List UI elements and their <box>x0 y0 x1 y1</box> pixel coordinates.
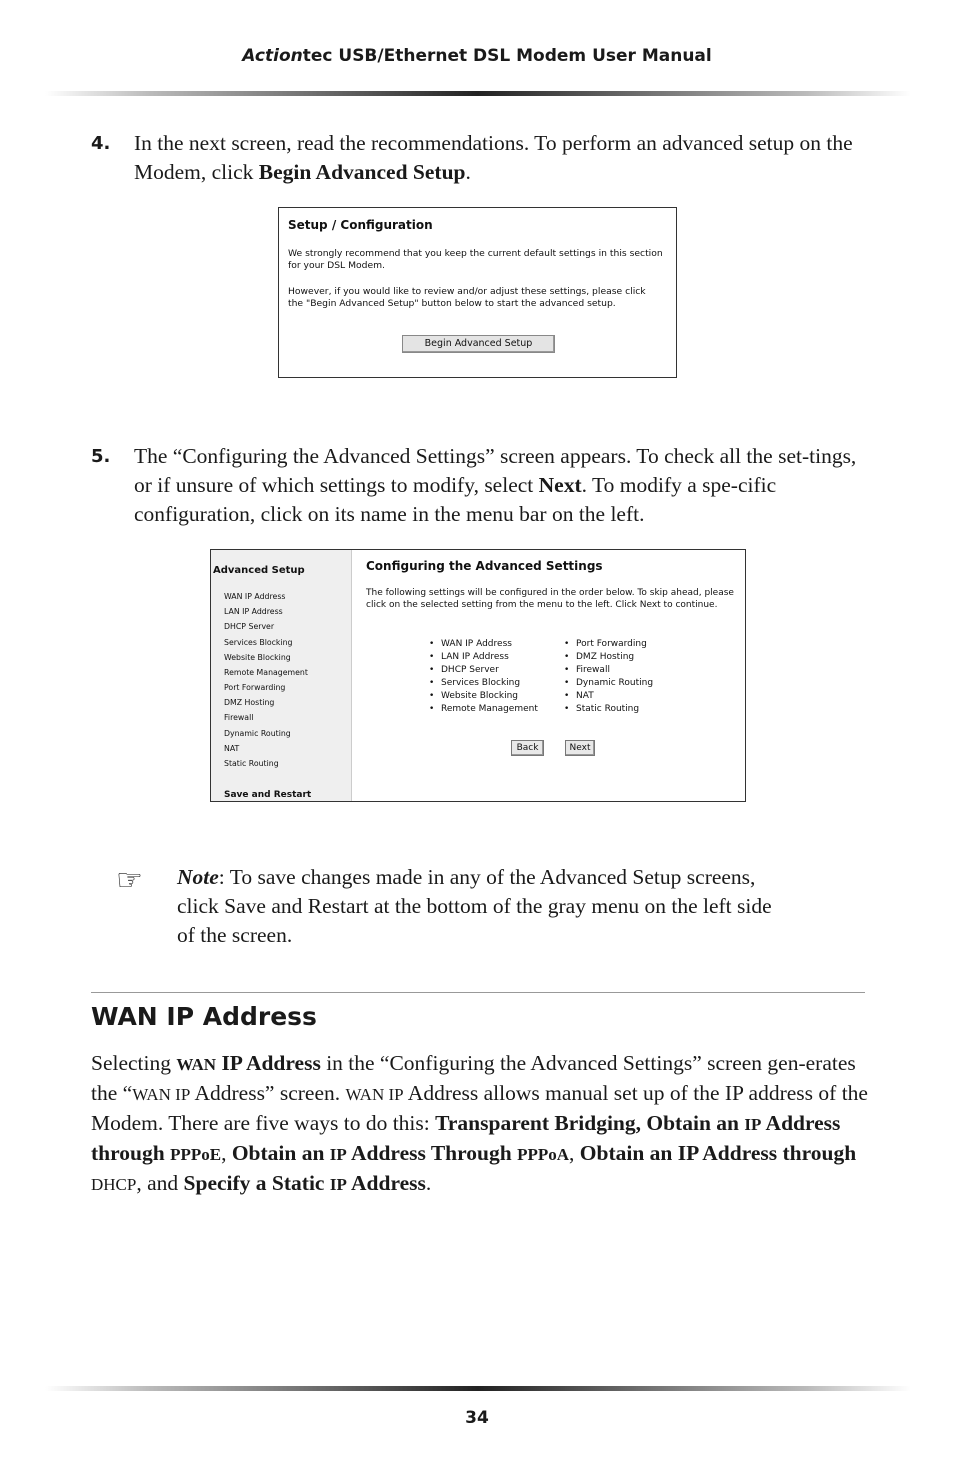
page-number: 34 <box>465 1408 489 1428</box>
sidebar-item-static-routing[interactable]: Static Routing <box>224 759 279 768</box>
screenshot-title: Configuring the Advanced Settings <box>366 559 603 573</box>
section-heading: WAN IP Address <box>91 1002 317 1031</box>
note-label: Note <box>177 865 219 889</box>
note-text <box>177 863 777 950</box>
sidebar-item-website-blocking[interactable]: Website Blocking <box>224 653 291 662</box>
sidebar-item-dhcp-server[interactable]: DHCP Server <box>224 622 275 631</box>
text-run: Transparent Bridging, Obtain an <box>435 1111 745 1135</box>
text-run: DHCP <box>91 1175 137 1194</box>
text-run: Selecting <box>91 1051 177 1075</box>
step-text-b: . <box>465 160 471 184</box>
text-run: Address allows manual set up of the IP address of the Modem. There are five ways to do this: <box>91 1081 868 1135</box>
screenshot-paragraph: The following settings will be configured in the order below. To skip ahead, please click on the selected setting from the menu to the left. Click Next to continue. <box>366 588 734 610</box>
text-run: IP <box>329 1175 347 1194</box>
sidebar-item-lan-ip-address[interactable]: LAN IP Address <box>224 607 283 616</box>
brand-italic: Action <box>242 46 303 66</box>
list-item: • Static Routing <box>576 703 653 716</box>
step-bold: Begin Advanced Setup <box>258 160 466 184</box>
step-text-a: In the next screen, read the recommendations. To perform an advanced setup on the Modem, click <box>134 131 853 184</box>
text-run: , <box>569 1141 580 1165</box>
list-item: • Website Blocking <box>441 690 538 703</box>
text-run: Specify a Static <box>183 1171 330 1195</box>
list-item: • Remote Management <box>441 703 538 716</box>
text-run: Obtain an IP Address through <box>579 1141 857 1165</box>
step-5 <box>91 442 861 529</box>
step-text <box>134 442 861 529</box>
step-text-b: . To modify a spe-cific configuration, click on its name in the menu bar on the left. <box>134 473 777 526</box>
text-run: Address <box>346 1171 426 1195</box>
step-number: 5. <box>91 446 111 467</box>
note-body: : To save changes made in any of the Advanced Setup screens, click Save and Restart at the bottom of the gray menu on the left side of the screen. <box>177 865 772 947</box>
list-item: • DHCP Server <box>441 664 538 677</box>
next-button[interactable]: Next <box>565 740 595 756</box>
back-button[interactable]: Back <box>511 740 544 756</box>
sidebar-item-nat[interactable]: NAT <box>224 744 240 753</box>
text-run: WAN IP <box>132 1085 191 1104</box>
list-item: • Firewall <box>576 664 653 677</box>
begin-advanced-setup-button[interactable]: Begin Advanced Setup <box>402 335 555 353</box>
list-item: • Dynamic Routing <box>576 677 653 690</box>
running-header <box>0 46 954 66</box>
footer-rule <box>45 1386 911 1391</box>
step-text-a: The “Configuring the Advanced Settings” screen appears. To check all the set-tings, or if unsure of which settings to modify, select <box>134 444 857 497</box>
section-divider <box>91 992 865 993</box>
text-run: IP <box>329 1145 347 1164</box>
save-and-restart-link[interactable]: Save and Restart <box>224 790 312 800</box>
pointing-hand-icon: ☞ <box>116 863 143 898</box>
list-item: • Services Blocking <box>441 677 538 690</box>
step-bold: Next <box>538 473 582 497</box>
sidebar-item-wan-ip-address[interactable]: WAN IP Address <box>224 592 286 601</box>
screenshot-paragraph-2: However, if you would like to review and/or adjust these settings, please click the "Begin Advanced Setup" button below to start the advanced setup. <box>288 286 646 310</box>
settings-list-right <box>576 638 653 716</box>
list-item: • Port Forwarding <box>576 638 653 651</box>
advanced-settings-screenshot <box>210 549 746 802</box>
advanced-setup-sidebar <box>211 550 352 801</box>
list-item: • LAN IP Address <box>441 651 538 664</box>
screenshot-paragraph-1: We strongly recommend that you keep the current default settings in this section for your DSL Modem. <box>288 248 663 272</box>
step-4 <box>91 129 861 187</box>
screenshot-title: Setup / Configuration <box>288 218 433 232</box>
sidebar-item-port-forwarding[interactable]: Port Forwarding <box>224 683 286 692</box>
sidebar-item-firewall[interactable]: Firewall <box>224 713 254 722</box>
header-rule <box>45 91 911 96</box>
step-number: 4. <box>91 133 111 154</box>
list-item: • NAT <box>576 690 653 703</box>
list-item: • DMZ Hosting <box>576 651 653 664</box>
text-run: Address through <box>91 1111 841 1165</box>
text-run: WAN IP <box>345 1085 404 1104</box>
settings-list-left <box>441 638 538 716</box>
text-run: . <box>425 1171 432 1195</box>
step-text <box>134 129 861 187</box>
text-run: , and <box>136 1171 184 1195</box>
text-run: IP Address <box>216 1051 321 1075</box>
text-run: Address Through <box>346 1141 518 1165</box>
text-run: in the “Configuring the Advanced Settings” screen gen-erates the “ <box>91 1051 856 1105</box>
text-run: WAN <box>176 1055 217 1074</box>
text-run: Address” screen. <box>190 1081 346 1105</box>
text-run: , <box>221 1141 232 1165</box>
sidebar-title: Advanced Setup <box>213 565 305 576</box>
list-item: • WAN IP Address <box>441 638 538 651</box>
section-paragraph <box>91 1049 871 1199</box>
text-run: PPPoA <box>517 1145 570 1164</box>
sidebar-item-services-blocking[interactable]: Services Blocking <box>224 638 293 647</box>
sidebar-item-dmz-hosting[interactable]: DMZ Hosting <box>224 698 275 707</box>
text-run: PPPoE <box>170 1145 222 1164</box>
setup-configuration-screenshot <box>278 207 677 378</box>
sidebar-item-remote-management[interactable]: Remote Management <box>224 668 308 677</box>
text-run: Obtain an <box>231 1141 330 1165</box>
sidebar-item-dynamic-routing[interactable]: Dynamic Routing <box>224 729 291 738</box>
header-title-text: tec USB/Ethernet DSL Modem User Manual <box>302 46 712 66</box>
text-run: IP <box>744 1115 762 1134</box>
